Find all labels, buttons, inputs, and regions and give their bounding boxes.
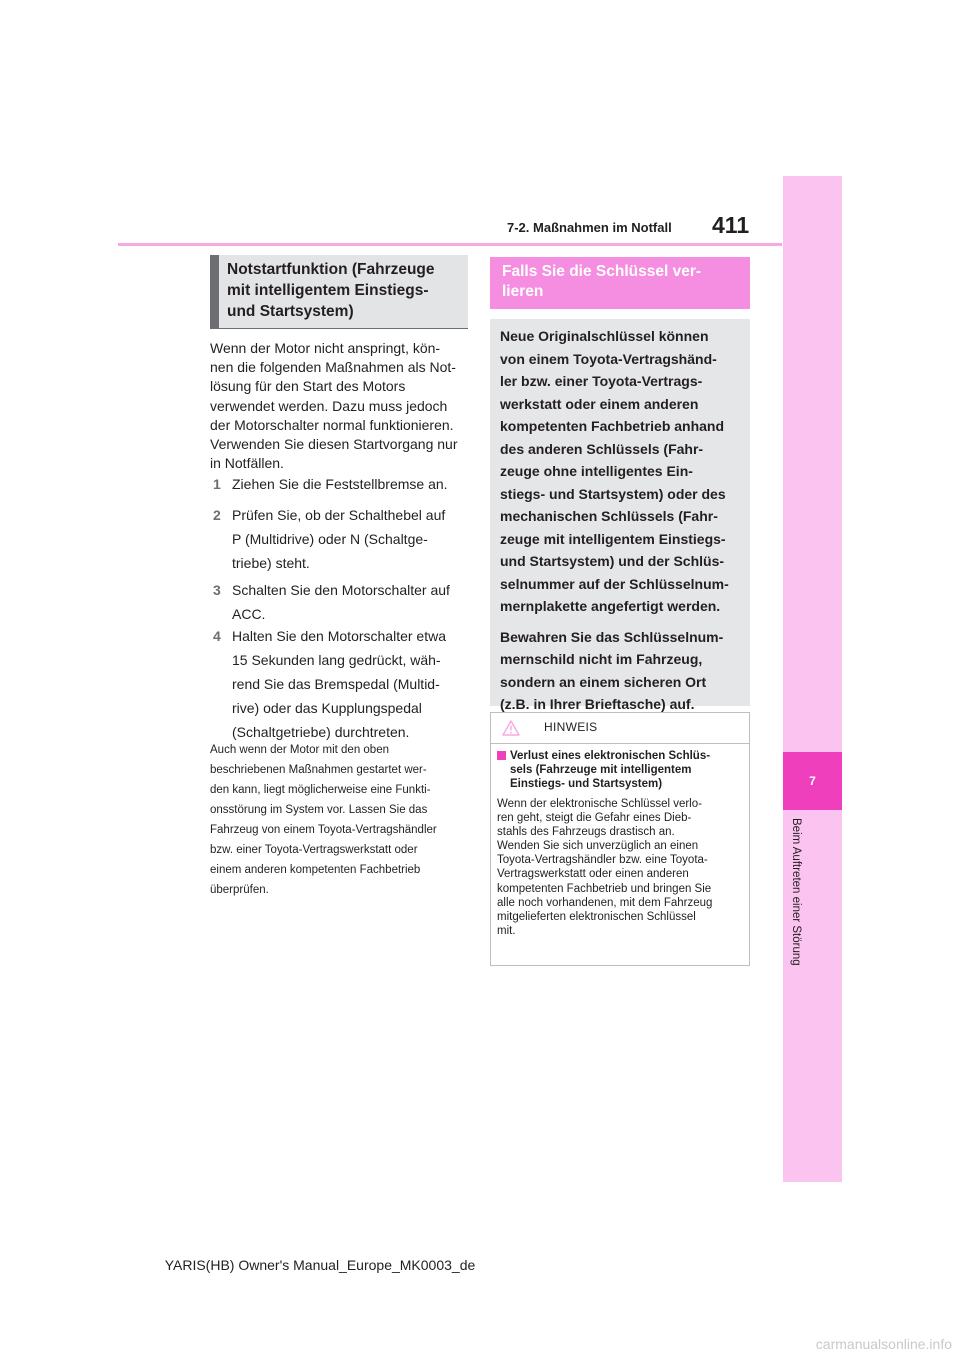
- page-number: 411: [712, 212, 750, 238]
- key-info-paragraph-2: [500, 626, 740, 716]
- right-heading-line: Falls Sie die Schlüssel ver-: [502, 263, 702, 280]
- step-number: 4: [213, 628, 221, 644]
- text-line: Neue Originalschlüssel können: [500, 328, 709, 344]
- text-line: sels (Fahrzeuge mit intelligentem: [510, 764, 692, 776]
- text-line: einem anderen kompetenten Fachbetrieb: [210, 864, 421, 876]
- notice-subheading: [497, 749, 742, 791]
- text-line: mernplakette angefertigt werden.: [500, 598, 721, 614]
- text-line: verwendet werden. Dazu muss jedoch: [210, 397, 448, 414]
- right-heading-line: lieren: [502, 283, 544, 300]
- text-line: mernschild nicht im Fahrzeug,: [500, 651, 703, 667]
- notice-box: [490, 712, 750, 966]
- text-line: zeuge ohne intelligentes Ein-: [500, 463, 693, 479]
- text-line: bzw. einer Toyota-Vertragswerkstatt oder: [210, 844, 418, 856]
- step-number: 2: [213, 507, 221, 523]
- text-line: sondern an einem sicheren Ort: [500, 673, 707, 690]
- text-line: werkstatt oder einem anderen: [500, 395, 699, 412]
- left-heading-line: Notstartfunktion (Fahrzeuge: [227, 261, 435, 278]
- step-number: 3: [213, 582, 221, 598]
- text-line: Toyota-Vertragshändler bzw. eine Toyota-: [497, 854, 708, 867]
- notice-header: [491, 713, 749, 744]
- step-text: P (Multidrive) oder N (Schaltge-: [232, 531, 428, 547]
- text-line: der Motorschalter normal funktionieren.: [210, 416, 454, 433]
- text-line: Vertragswerkstatt oder einen anderen: [497, 868, 689, 881]
- text-line: lösung für den Start des Motors: [210, 378, 406, 395]
- chapter-label-text: Beim Auftreten einer Störung: [790, 818, 802, 966]
- intro-paragraph: [210, 339, 472, 473]
- text-line: Verlust eines elektronischen Schlüs-: [510, 750, 711, 762]
- text-line: stahls des Fahrzeugs drastisch an.: [497, 826, 675, 839]
- text-line: nen die folgenden Maßnahmen als Not-: [210, 359, 456, 376]
- left-heading-line: mit intelligentem Einstiegs-: [227, 282, 429, 299]
- warning-triangle-icon: [502, 720, 520, 736]
- step-text: 15 Sekunden lang gedrückt, wäh-: [232, 652, 441, 668]
- notice-body: [497, 797, 743, 938]
- text-line: beschriebenen Maßnahmen gestartet wer-: [210, 764, 427, 776]
- step-text: (Schaltgetriebe) durchtreten.: [232, 724, 410, 740]
- text-line: Bewahren Sie das Schlüsselnum-: [500, 628, 724, 645]
- section-title: 7-2. Maßnahmen im Notfall: [507, 220, 672, 235]
- text-line: ler bzw. einer Toyota-Vertrags-: [500, 373, 703, 389]
- left-heading-line: und Startsystem): [227, 303, 354, 320]
- text-line: überprüfen.: [210, 884, 269, 896]
- text-line: Wenden Sie sich unverzüglich an einen: [497, 840, 699, 853]
- text-line: ren geht, steigt die Gefahr eines Dieb-: [497, 812, 692, 825]
- right-section-heading: [490, 257, 750, 309]
- step-text: Schalten Sie den Motorschalter auf: [232, 582, 450, 598]
- manual-footer: YARIS(HB) Owner's Manual_Europe_MK0003_de: [164, 1257, 476, 1273]
- text-line: Wenn der elektronische Schlüssel verlo-: [497, 798, 702, 810]
- step-1: [210, 472, 475, 496]
- text-line: Fahrzeug von einem Toyota-Vertragshändler: [210, 824, 437, 836]
- text-line: kompetenten Fachbetrieb anhand: [500, 418, 725, 434]
- text-line: alle noch vorhandenen, mit dem Fahrzeug: [497, 896, 713, 909]
- step-text: Prüfen Sie, ob der Schalthebel auf: [232, 507, 446, 523]
- left-section-heading: [210, 255, 468, 329]
- note-paragraph: [210, 740, 472, 900]
- text-line: Einstiegs- und Startsystem): [510, 778, 663, 790]
- text-line: (z.B. in Ihrer Brieftasche) auf.: [500, 696, 695, 712]
- step-text: Ziehen Sie die Feststellbremse an.: [232, 476, 448, 492]
- text-line: zeuge mit intelligentem Einstiegs-: [500, 530, 726, 547]
- text-line: stiegs- und Startsystem) oder des: [500, 485, 726, 502]
- step-number: 1: [213, 476, 221, 492]
- step-text: triebe) steht.: [232, 555, 310, 571]
- text-line: den kann, liegt möglicherweise eine Funkti-: [210, 784, 431, 796]
- text-line: von einem Toyota-Vertragshänd-: [500, 350, 717, 367]
- text-line: selnummer auf der Schlüsselnum-: [500, 575, 729, 592]
- notice-label: HINWEIS: [544, 720, 598, 734]
- step-3: [210, 578, 475, 626]
- text-line: Auch wenn der Motor mit den oben: [210, 744, 389, 756]
- text-line: und Startsystem) und der Schlüs-: [500, 553, 725, 569]
- text-line: Verwenden Sie diesen Startvorgang nur: [210, 436, 458, 453]
- step-text: rend Sie das Bremspedal (Multid-: [232, 676, 440, 692]
- chapter-label: [784, 818, 804, 998]
- square-bullet-icon: [497, 751, 506, 760]
- text-line: mitgelieferten elektronischen Schlüssel: [497, 910, 696, 923]
- text-line: onsstörung im System vor. Lassen Sie das: [210, 804, 428, 816]
- text-line: des anderen Schlüssels (Fahr-: [500, 440, 704, 457]
- step-text: Halten Sie den Motorschalter etwa: [232, 628, 446, 644]
- text-line: kompetenten Fachbetrieb und bringen Sie: [497, 882, 712, 895]
- step-4: [210, 624, 475, 744]
- watermark-link[interactable]: carmanualsonline.info: [815, 1336, 952, 1352]
- text-line: mit.: [497, 924, 516, 937]
- text-line: in Notfällen.: [210, 455, 284, 472]
- header-rule: [118, 243, 782, 246]
- key-info-paragraph-1: [500, 325, 740, 618]
- chapter-side-tab: [783, 176, 842, 1182]
- text-line: Wenn der Motor nicht anspringt, kön-: [210, 340, 441, 356]
- step-text: ACC.: [232, 606, 266, 622]
- step-2: [210, 503, 475, 575]
- step-text: rive) oder das Kupplungspedal: [232, 700, 422, 716]
- text-line: mechanischen Schlüssels (Fahr-: [500, 508, 718, 524]
- key-info-box: [490, 319, 750, 712]
- chapter-number[interactable]: 7: [783, 752, 842, 810]
